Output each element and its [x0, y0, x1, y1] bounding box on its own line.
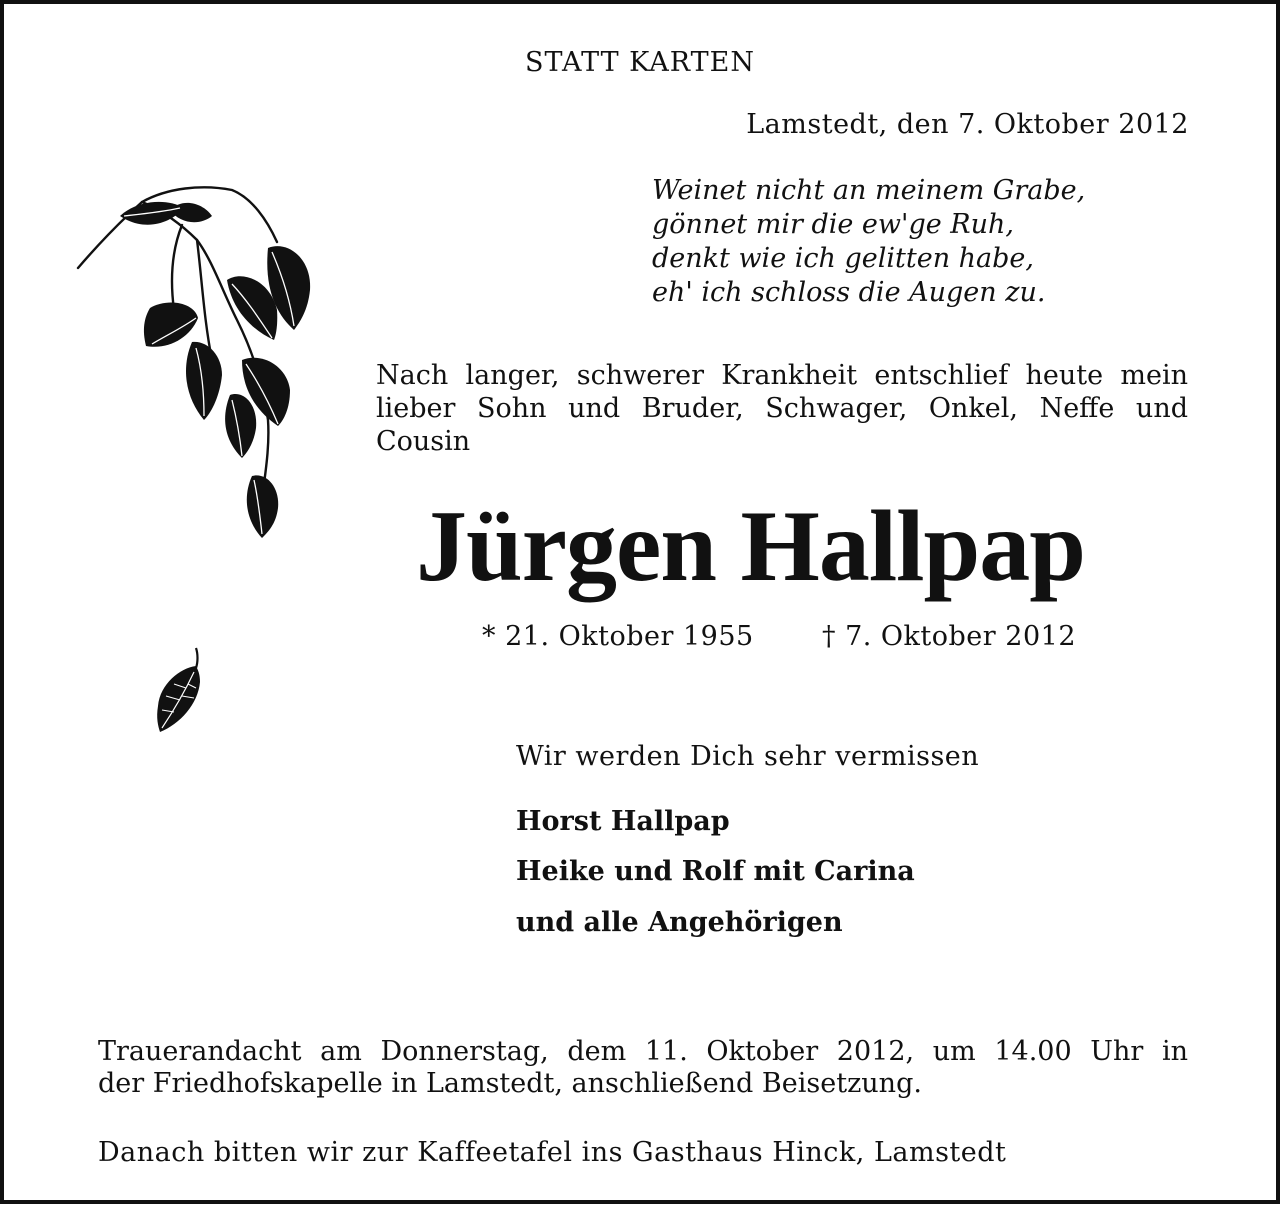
birth-date: * 21. Oktober 1955 — [482, 621, 754, 652]
header-statt-karten: STATT KARTEN — [525, 47, 755, 78]
mourner-name: Horst Hallpap — [516, 806, 730, 837]
intro-line: lieber Sohn und Bruder, Schwager, Onkel, Neffe und — [376, 393, 1188, 424]
poem-line: gönnet mir die ew'ge Ruh, — [652, 209, 1014, 240]
death-date: † 7. Oktober 2012 — [822, 621, 1076, 652]
branch-with-leaves-icon — [72, 180, 332, 550]
deceased-name: Jürgen Hallpap — [416, 490, 1085, 603]
dateline: Lamstedt, den 7. Oktober 2012 — [746, 109, 1189, 140]
poem-line: denkt wie ich gelitten habe, — [652, 243, 1034, 274]
service-info — [98, 1036, 1188, 1100]
intro-text — [376, 359, 1188, 458]
falling-leaf-icon — [150, 644, 210, 739]
service-line: der Friedhofskapelle in Lamstedt, anschließend Beisetzung. — [98, 1068, 922, 1099]
mourner-name: Heike und Rolf mit Carina — [516, 856, 915, 887]
mourner-name: und alle Angehörigen — [516, 907, 843, 938]
poem — [652, 174, 1085, 310]
reception-info: Danach bitten wir zur Kaffeetafel ins Gasthaus Hinck, Lamstedt — [98, 1137, 1007, 1168]
intro-line: Nach langer, schwerer Krankheit entschlief heute mein — [376, 360, 1188, 391]
poem-line: eh' ich schloss die Augen zu. — [652, 277, 1046, 308]
farewell-line: Wir werden Dich sehr vermissen — [516, 741, 980, 772]
poem-line: Weinet nicht an meinem Grabe, — [652, 175, 1086, 206]
service-line: Trauerandacht am Donnerstag, dem 11. Oktober 2012, um 14.00 Uhr in — [98, 1036, 1188, 1067]
intro-line: Cousin — [376, 426, 471, 457]
